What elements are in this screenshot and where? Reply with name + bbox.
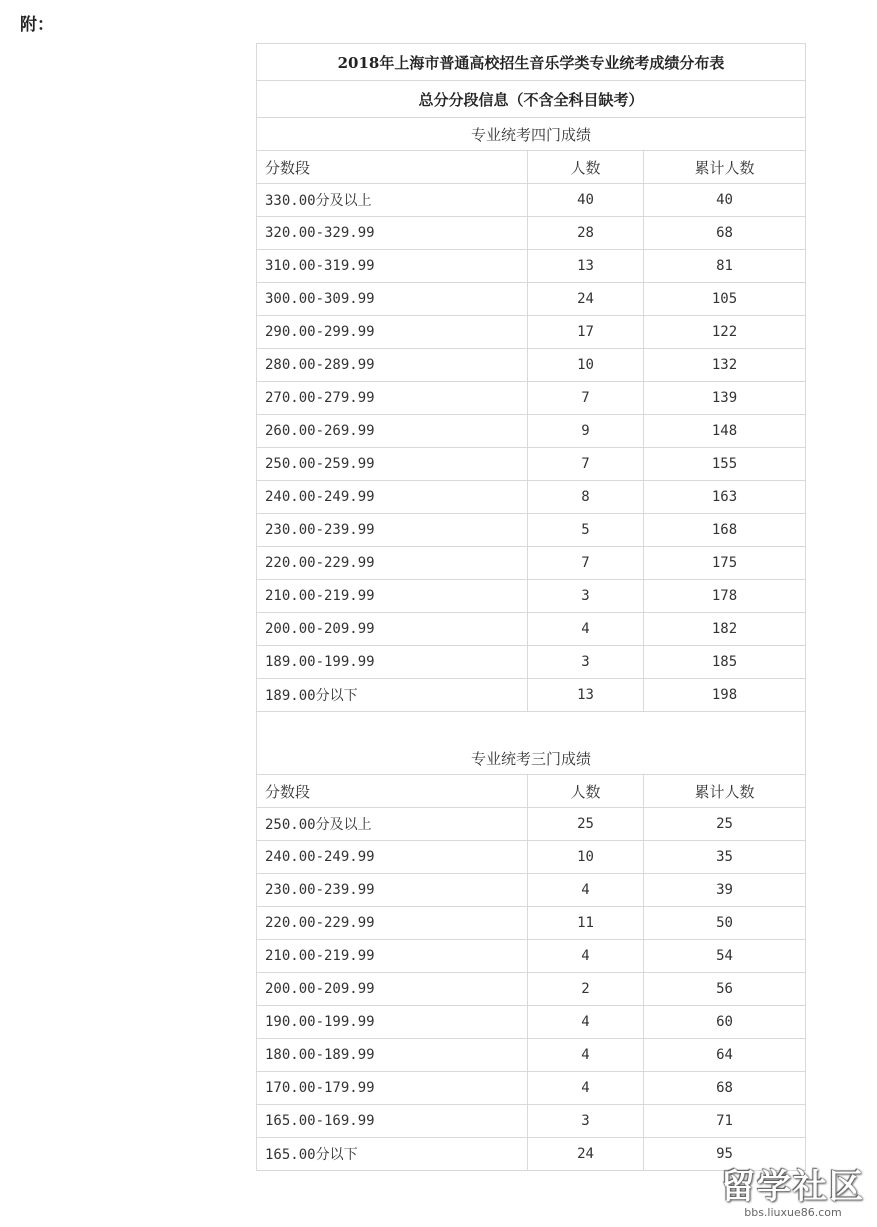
table-row xyxy=(257,973,806,1006)
table-row xyxy=(257,250,806,283)
table-row xyxy=(257,217,806,250)
table-row xyxy=(257,448,806,481)
count-cell: 4 xyxy=(528,1006,644,1039)
cumulative-cell: 148 xyxy=(644,415,806,448)
cumulative-cell: 71 xyxy=(644,1105,806,1138)
column-header-row xyxy=(257,151,806,184)
count-header: 人数 xyxy=(528,151,644,184)
count-cell: 4 xyxy=(528,874,644,907)
table-row xyxy=(257,283,806,316)
watermark-logo-text: 留学社区 xyxy=(721,1167,865,1207)
section-title-row xyxy=(257,742,806,775)
score-range-cell: 165.00-169.99 xyxy=(257,1105,528,1138)
score-range-cell: 320.00-329.99 xyxy=(257,217,528,250)
cumulative-header: 累计人数 xyxy=(644,151,806,184)
count-cell: 7 xyxy=(528,382,644,415)
cumulative-header: 累计人数 xyxy=(644,775,806,808)
table-row xyxy=(257,907,806,940)
table-row xyxy=(257,808,806,841)
score-range-cell: 220.00-229.99 xyxy=(257,907,528,940)
table-row xyxy=(257,184,806,217)
table-row xyxy=(257,580,806,613)
cumulative-cell: 95 xyxy=(644,1138,806,1171)
count-cell: 7 xyxy=(528,547,644,580)
cumulative-cell: 35 xyxy=(644,841,806,874)
cumulative-cell: 56 xyxy=(644,973,806,1006)
score-range-cell: 190.00-199.99 xyxy=(257,1006,528,1039)
count-cell: 3 xyxy=(528,1105,644,1138)
score-range-cell: 200.00-209.99 xyxy=(257,973,528,1006)
cumulative-cell: 81 xyxy=(644,250,806,283)
count-cell: 2 xyxy=(528,973,644,1006)
score-range-cell: 210.00-219.99 xyxy=(257,580,528,613)
table-row xyxy=(257,1039,806,1072)
table-row xyxy=(257,1006,806,1039)
count-cell: 40 xyxy=(528,184,644,217)
count-cell: 3 xyxy=(528,646,644,679)
cumulative-cell: 185 xyxy=(644,646,806,679)
count-cell: 4 xyxy=(528,940,644,973)
table-row xyxy=(257,679,806,712)
table-row xyxy=(257,415,806,448)
cumulative-cell: 68 xyxy=(644,217,806,250)
table-row xyxy=(257,940,806,973)
table-row xyxy=(257,874,806,907)
table-title: 2018年上海市普通高校招生音乐学类专业统考成绩分布表 xyxy=(257,44,806,81)
watermark-url: bbs.liuxue86.com xyxy=(744,1206,842,1219)
cumulative-cell: 178 xyxy=(644,580,806,613)
table-row xyxy=(257,1072,806,1105)
column-header-row xyxy=(257,775,806,808)
score-range-cell: 260.00-269.99 xyxy=(257,415,528,448)
table-row xyxy=(257,382,806,415)
score-range-cell: 230.00-239.99 xyxy=(257,514,528,547)
score-range-cell: 270.00-279.99 xyxy=(257,382,528,415)
score-range-cell: 310.00-319.99 xyxy=(257,250,528,283)
section-title: 专业统考三门成绩 xyxy=(257,742,806,775)
count-cell: 10 xyxy=(528,349,644,382)
table-row xyxy=(257,316,806,349)
cumulative-cell: 155 xyxy=(644,448,806,481)
count-cell: 25 xyxy=(528,808,644,841)
cumulative-cell: 64 xyxy=(644,1039,806,1072)
count-header: 人数 xyxy=(528,775,644,808)
cumulative-cell: 198 xyxy=(644,679,806,712)
score-range-cell: 189.00-199.99 xyxy=(257,646,528,679)
table-subtitle: 总分分段信息（不含全科目缺考） xyxy=(257,81,806,118)
score-range-cell: 170.00-179.99 xyxy=(257,1072,528,1105)
score-range-cell: 200.00-209.99 xyxy=(257,613,528,646)
cumulative-cell: 40 xyxy=(644,184,806,217)
score-range-cell: 280.00-289.99 xyxy=(257,349,528,382)
table-row xyxy=(257,349,806,382)
count-cell: 10 xyxy=(528,841,644,874)
count-cell: 24 xyxy=(528,283,644,316)
score-range-cell: 230.00-239.99 xyxy=(257,874,528,907)
cumulative-cell: 50 xyxy=(644,907,806,940)
score-distribution-table xyxy=(256,43,806,1171)
cumulative-cell: 182 xyxy=(644,613,806,646)
site-watermark xyxy=(721,1159,865,1219)
count-cell: 28 xyxy=(528,217,644,250)
score-range-cell: 330.00分及以上 xyxy=(257,184,528,217)
cumulative-cell: 105 xyxy=(644,283,806,316)
score-range-cell: 290.00-299.99 xyxy=(257,316,528,349)
count-cell: 8 xyxy=(528,481,644,514)
cumulative-cell: 39 xyxy=(644,874,806,907)
count-cell: 11 xyxy=(528,907,644,940)
count-cell: 4 xyxy=(528,613,644,646)
score-range-header: 分数段 xyxy=(257,151,528,184)
section-spacer xyxy=(257,712,806,743)
score-range-cell: 220.00-229.99 xyxy=(257,547,528,580)
score-range-cell: 180.00-189.99 xyxy=(257,1039,528,1072)
cumulative-cell: 122 xyxy=(644,316,806,349)
count-cell: 24 xyxy=(528,1138,644,1171)
cumulative-cell: 68 xyxy=(644,1072,806,1105)
table-row xyxy=(257,1105,806,1138)
score-range-cell: 250.00分及以上 xyxy=(257,808,528,841)
table-row xyxy=(257,547,806,580)
count-cell: 4 xyxy=(528,1039,644,1072)
count-cell: 4 xyxy=(528,1072,644,1105)
cumulative-cell: 54 xyxy=(644,940,806,973)
count-cell: 13 xyxy=(528,679,644,712)
table-row xyxy=(257,646,806,679)
score-range-header: 分数段 xyxy=(257,775,528,808)
score-range-cell: 165.00分以下 xyxy=(257,1138,528,1171)
cumulative-cell: 132 xyxy=(644,349,806,382)
table-row xyxy=(257,841,806,874)
cumulative-cell: 25 xyxy=(644,808,806,841)
table-title-row xyxy=(257,44,806,81)
table-row xyxy=(257,481,806,514)
score-range-cell: 300.00-309.99 xyxy=(257,283,528,316)
score-range-cell: 210.00-219.99 xyxy=(257,940,528,973)
cumulative-cell: 60 xyxy=(644,1006,806,1039)
score-range-cell: 240.00-249.99 xyxy=(257,481,528,514)
score-range-cell: 250.00-259.99 xyxy=(257,448,528,481)
attachment-label: 附： xyxy=(20,15,54,35)
count-cell: 9 xyxy=(528,415,644,448)
table-subtitle-row xyxy=(257,81,806,118)
section-title: 专业统考四门成绩 xyxy=(257,118,806,151)
score-range-cell: 240.00-249.99 xyxy=(257,841,528,874)
section-spacer-row xyxy=(257,712,806,743)
count-cell: 7 xyxy=(528,448,644,481)
table-row xyxy=(257,514,806,547)
cumulative-cell: 168 xyxy=(644,514,806,547)
cumulative-cell: 175 xyxy=(644,547,806,580)
count-cell: 3 xyxy=(528,580,644,613)
count-cell: 5 xyxy=(528,514,644,547)
table-row xyxy=(257,613,806,646)
cumulative-cell: 139 xyxy=(644,382,806,415)
count-cell: 17 xyxy=(528,316,644,349)
score-range-cell: 189.00分以下 xyxy=(257,679,528,712)
cumulative-cell: 163 xyxy=(644,481,806,514)
count-cell: 13 xyxy=(528,250,644,283)
section-title-row xyxy=(257,118,806,151)
